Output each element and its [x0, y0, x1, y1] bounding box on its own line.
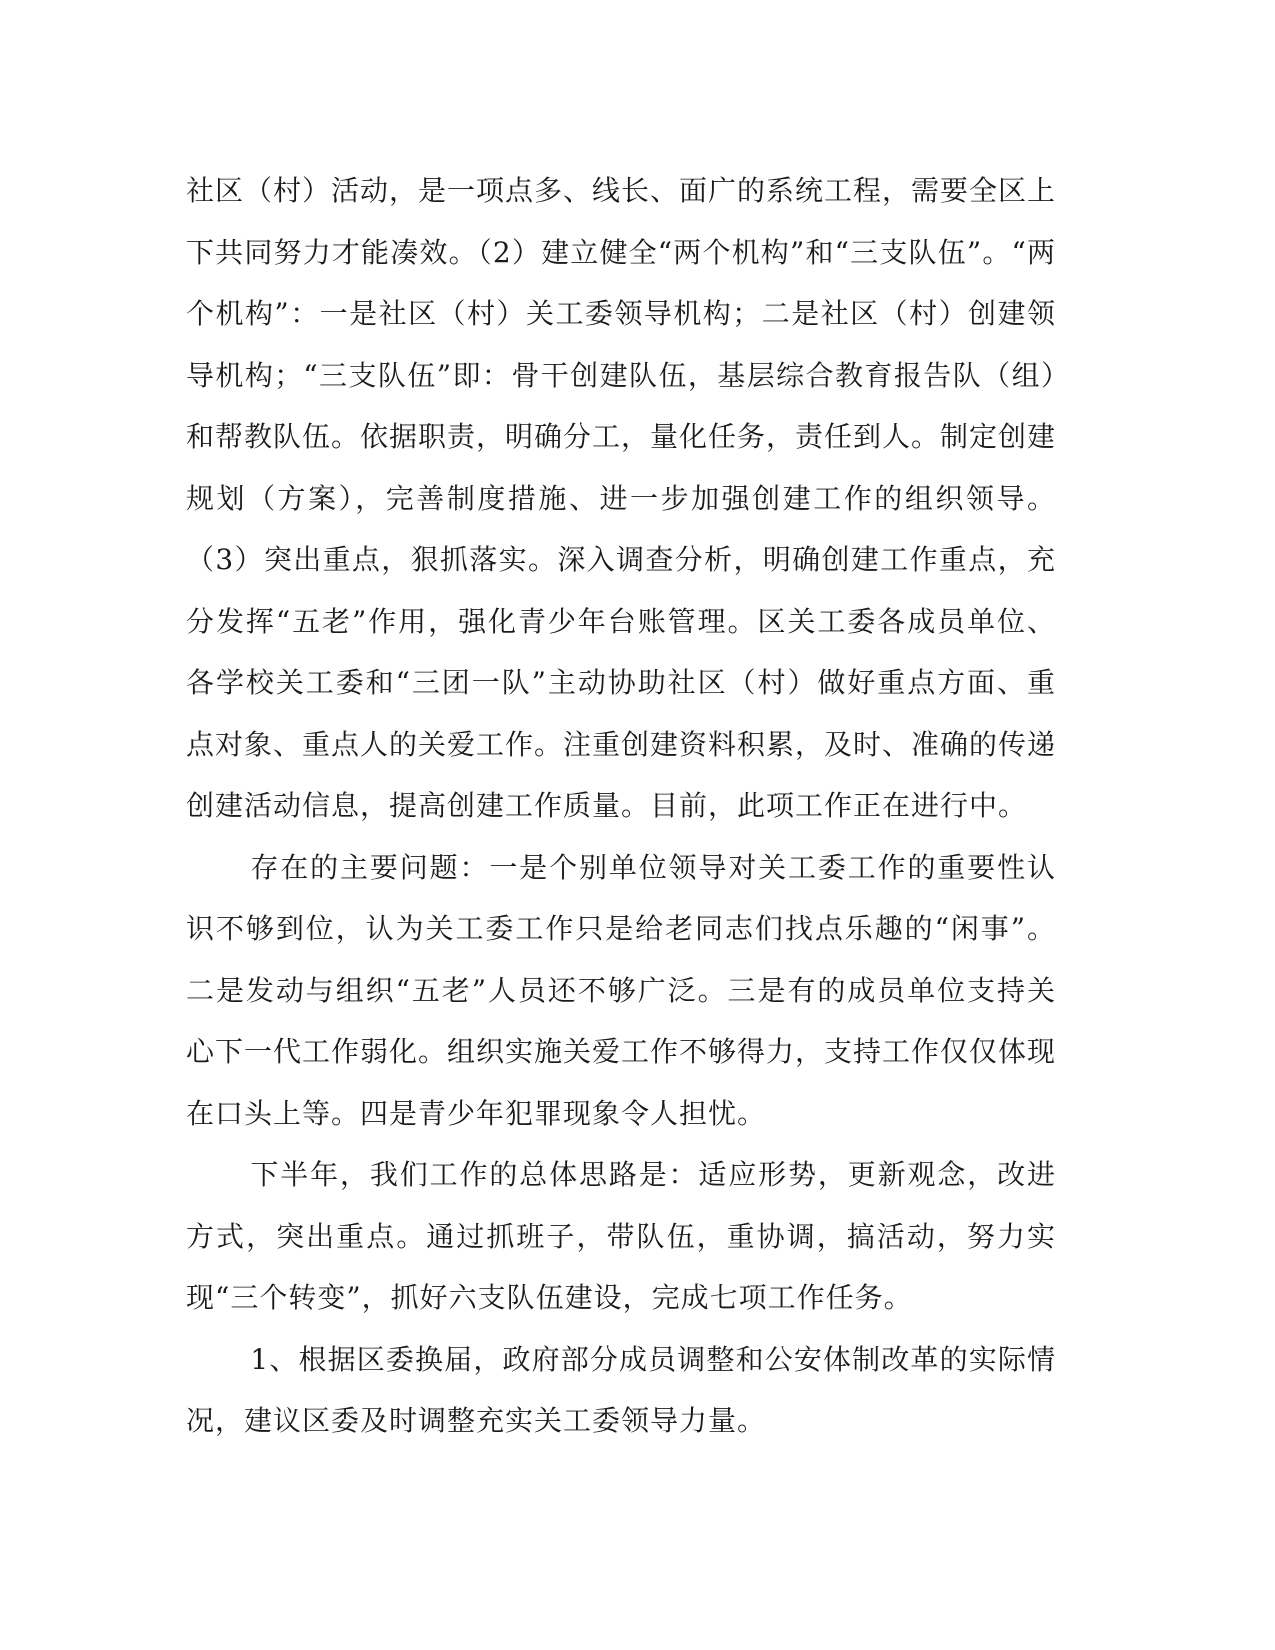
- paragraph-second-half-plan: 下半年，我们工作的总体思路是：适应形势，更新观念，改进方式，突出重点。通过抓班子，带队伍，重协调，搞活动，努力实现“三个转变”，抓好六支队伍建设，完成七项工作任务。: [186, 1158, 1056, 1314]
- document-body: [186, 160, 1056, 1452]
- paragraph-main-problems: 存在的主要问题：一是个别单位领导对关工委工作的重要性认识不够到位，认为关工委工作只是给老同志们找点乐趣的“闲事”。二是发动与组织“五老”人员还不够广泛。三是有的成员单位支持关心下一代工作弱化。组织实施关爱工作不够得力，支持工作仅仅体现在口头上等。四是青少年犯罪现象令人担忧。: [186, 850, 1057, 1130]
- paragraph-continuation: 社区（村）活动，是一项点多、线长、面广的系统工程，需要全区上下共同努力才能凑效。（2）建立健全“两个机构”和“三支队伍”。“两个机构”：一是社区（村）关工委领导机构；二是社区（村）创建领导机构；“三支队伍”即：骨干创建队伍，基层综合教育报告队（组）和帮教队伍。依据职责，明确分工，量化任务，责任到人。制定创建规划（方案），完善制度措施、进一步加强创建工作的组织领导。（3）突出重点，狠抓落实。深入调查分析，明确创建工作重点，充分发挥“五老”作用，强化青少年台账管理。区关工委各成员单位、各学校关工委和“三团一队”主动协助社区（村）做好重点方面、重点对象、重点人的关爱工作。注重创建资料积累，及时、准确的传递创建活动信息，提高创建工作质量。目前，此项工作正在进行中。: [186, 174, 1057, 822]
- paragraph-item-1: 1、根据区委换届，政府部分成员调整和公安体制改革的实际情况，建议区委及时调整充实关工委领导力量。: [186, 1342, 1056, 1437]
